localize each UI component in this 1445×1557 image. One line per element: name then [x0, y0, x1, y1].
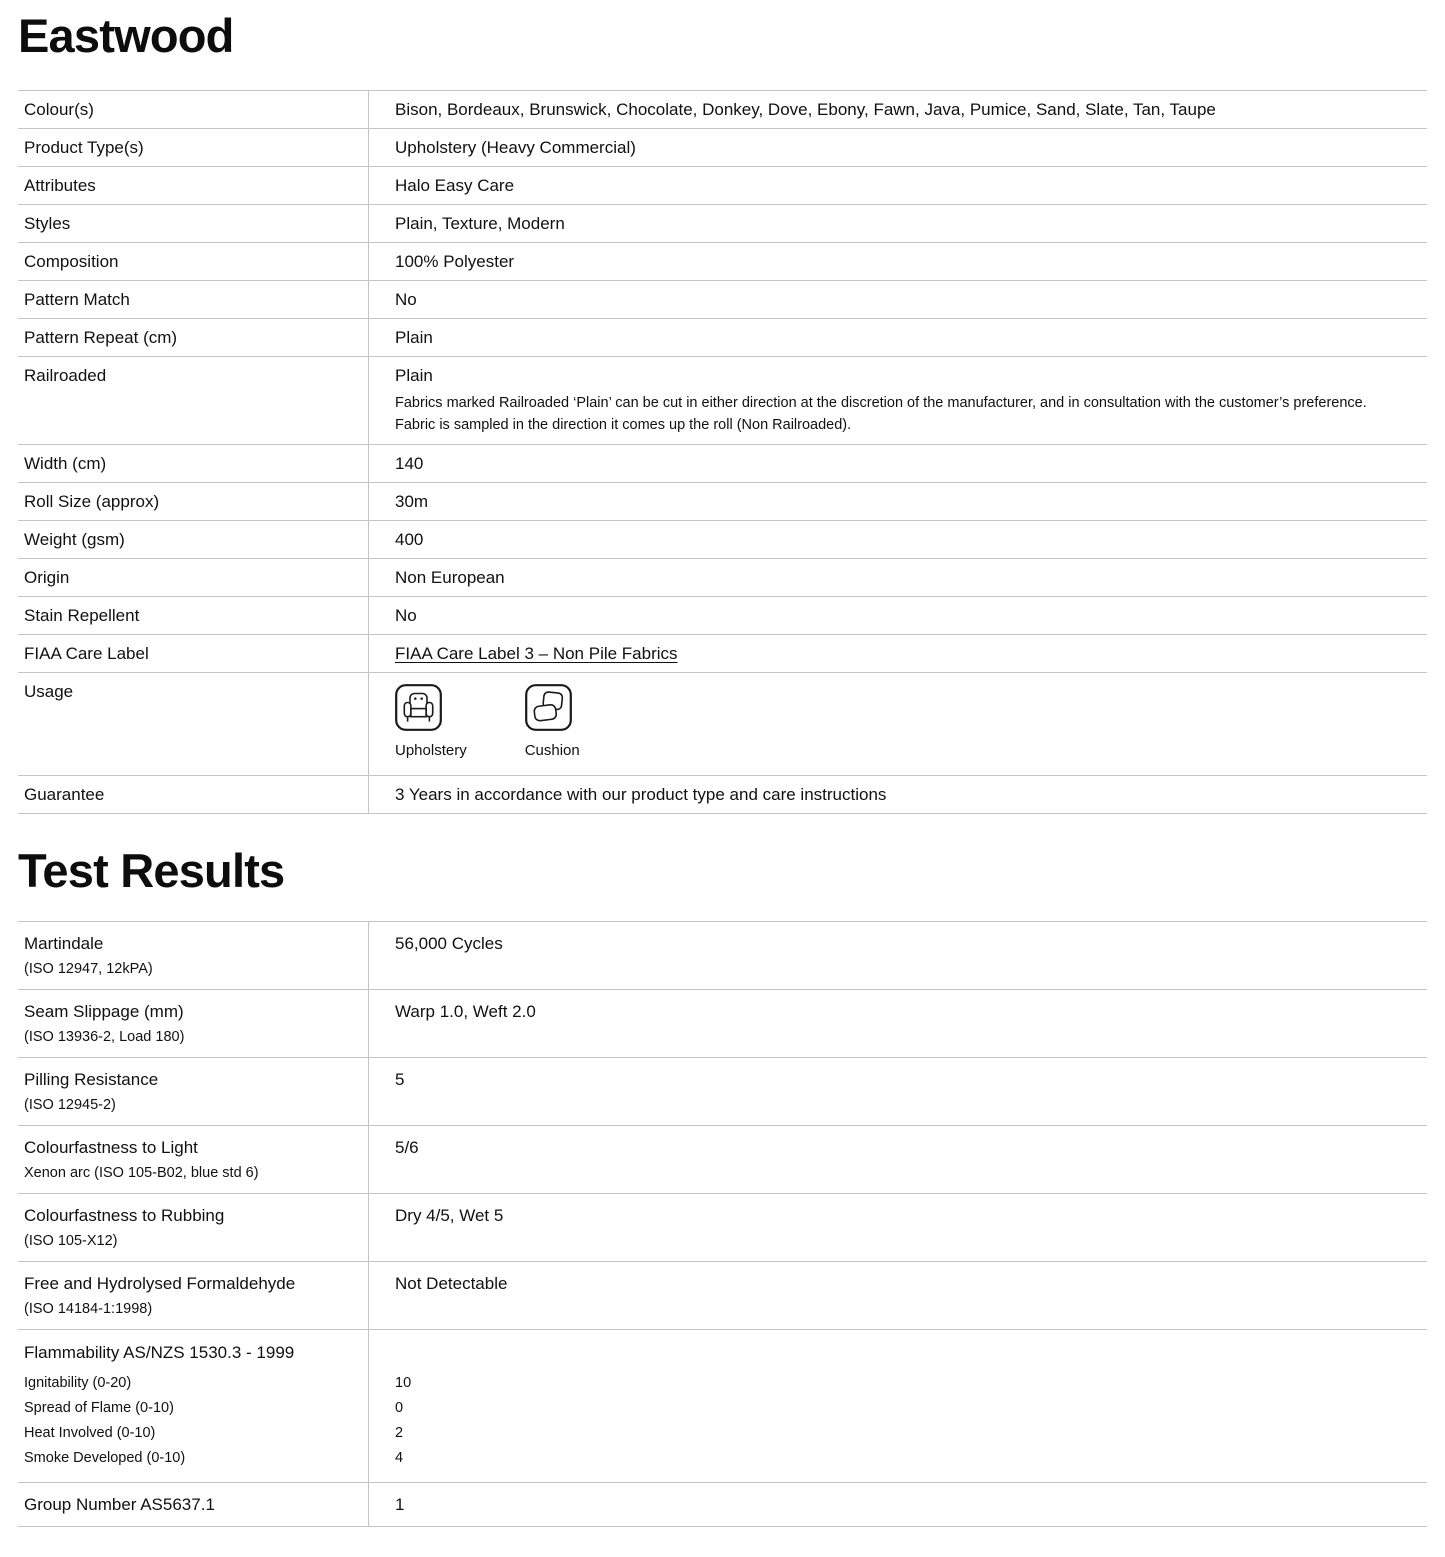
row-label: Colourfastness to Rubbing: [24, 1206, 225, 1225]
row-value: No: [369, 281, 1428, 319]
table-row-fiaa-care-label: [18, 635, 1427, 673]
row-label-cell: [18, 1126, 369, 1194]
flammability-sub-value: 10: [395, 1375, 412, 1391]
row-sub-label: (ISO 13936-2, Load 180): [24, 1029, 185, 1045]
row-label: Guarantee: [18, 776, 369, 814]
row-value: Upholstery (Heavy Commercial): [369, 129, 1428, 167]
usage-item-upholstery: [395, 684, 467, 761]
table-row: [18, 990, 1427, 1058]
test-results-title: Test Results: [18, 844, 285, 897]
row-label: Stain Repellent: [18, 597, 369, 635]
row-value: 400: [369, 521, 1428, 559]
table-row: [18, 483, 1427, 521]
row-label: Railroaded: [18, 357, 369, 445]
row-value: 1: [369, 1483, 1428, 1527]
row-value: 30m: [369, 483, 1428, 521]
table-row: [18, 129, 1427, 167]
table-row: [18, 559, 1427, 597]
flammability-sub-value: 4: [395, 1450, 404, 1466]
table-row: [18, 319, 1427, 357]
row-value: 140: [369, 445, 1428, 483]
row-label: Width (cm): [18, 445, 369, 483]
row-label: Group Number AS5637.1: [18, 1483, 369, 1527]
row-label: Product Type(s): [18, 129, 369, 167]
usage-item-cushion: [525, 684, 580, 761]
row-label-cell: [18, 990, 369, 1058]
table-row: [18, 1262, 1427, 1330]
table-row: [18, 521, 1427, 559]
flammability-sub-labels: [24, 1371, 358, 1471]
row-sub-label: (ISO 12947, 12kPA): [24, 961, 153, 977]
usage-item-label: Cushion: [524, 742, 580, 759]
table-row: [18, 1126, 1427, 1194]
row-value: Plain, Texture, Modern: [369, 205, 1428, 243]
row-label-cell: [18, 922, 369, 990]
table-row-usage: [18, 673, 1427, 776]
page-title: Eastwood: [18, 9, 234, 62]
flammability-sub-label: Ignitability (0-20): [24, 1375, 132, 1391]
table-row: [18, 243, 1427, 281]
table-row: [18, 1194, 1427, 1262]
row-value: Warp 1.0, Weft 2.0: [369, 990, 1428, 1058]
row-value: 5/6: [369, 1126, 1428, 1194]
row-label: Pattern Repeat (cm): [18, 319, 369, 357]
table-row: [18, 1058, 1427, 1126]
product-details-table: [18, 90, 1427, 814]
row-label: Flammability AS/NZS 1530.3 - 1999: [24, 1343, 295, 1362]
row-label: Styles: [18, 205, 369, 243]
row-value: 5: [369, 1058, 1428, 1126]
flammability-sub-value: 0: [395, 1400, 404, 1416]
railroaded-note: Fabrics marked Railroaded ‘Plain’ can be cut in either direction at the discretion of the manufacturer, and in consultation with the customer’s preference. Fabric is sampled in the direction it comes up the roll (Non Railroaded).: [395, 395, 1367, 433]
row-label: Usage: [18, 673, 369, 776]
row-label: FIAA Care Label: [18, 635, 369, 673]
row-label-cell: [18, 1194, 369, 1262]
row-label: Attributes: [18, 167, 369, 205]
row-label: Weight (gsm): [18, 521, 369, 559]
test-results-table: [18, 921, 1427, 1527]
table-row: [18, 597, 1427, 635]
railroaded-value: Plain: [395, 366, 433, 385]
row-sub-label: (ISO 12945-2): [24, 1097, 116, 1113]
table-row: [18, 281, 1427, 319]
row-value: Dry 4/5, Wet 5: [369, 1194, 1428, 1262]
row-sub-label: (ISO 14184-1:1998): [24, 1301, 153, 1317]
flammability-label-cell: [18, 1330, 369, 1483]
row-value: 100% Polyester: [369, 243, 1428, 281]
table-row: [18, 922, 1427, 990]
row-label: Colour(s): [18, 91, 369, 129]
row-value: Bison, Bordeaux, Brunswick, Chocolate, Donkey, Dove, Ebony, Fawn, Java, Pumice, Sand, Slate, Tan, Taupe: [369, 91, 1428, 129]
table-row: [18, 445, 1427, 483]
row-label: Pilling Resistance: [24, 1070, 159, 1089]
flammability-value-cell: [369, 1330, 1428, 1483]
row-label: Roll Size (approx): [18, 483, 369, 521]
table-row-railroaded: [18, 357, 1427, 445]
row-value: 56,000 Cycles: [369, 922, 1428, 990]
row-label: Colourfastness to Light: [24, 1138, 198, 1157]
row-label-cell: [18, 1058, 369, 1126]
row-value: [369, 635, 1428, 673]
usage-items: [395, 682, 1415, 767]
flammability-spacer: [395, 1342, 1415, 1371]
usage-item-label: Upholstery: [395, 742, 467, 759]
flammability-sub-label: Heat Involved (0-10): [24, 1425, 156, 1441]
table-row: [18, 91, 1427, 129]
row-label: Free and Hydrolysed Formaldehyde: [24, 1274, 296, 1293]
row-label-cell: [18, 1262, 369, 1330]
row-sub-label: Xenon arc (ISO 105-B02, blue std 6): [24, 1165, 259, 1181]
row-value: Non European: [369, 559, 1428, 597]
fiaa-care-label-link[interactable]: FIAA Care Label 3 – Non Pile Fabrics: [395, 644, 678, 663]
row-sub-label: (ISO 105-X12): [24, 1233, 118, 1249]
flammability-sub-label: Smoke Developed (0-10): [24, 1450, 186, 1466]
row-label: Martindale: [24, 934, 104, 953]
table-row: [18, 167, 1427, 205]
flammability-sub-value: 2: [395, 1425, 404, 1441]
table-row: [18, 205, 1427, 243]
table-row-flammability: [18, 1330, 1427, 1483]
cushion-icon: [525, 684, 572, 731]
usage-cell: [369, 673, 1428, 776]
table-row: [18, 776, 1427, 814]
row-value: Not Detectable: [369, 1262, 1428, 1330]
row-value: 3 Years in accordance with our product type and care instructions: [369, 776, 1428, 814]
table-row: [18, 1483, 1427, 1527]
row-label: Origin: [18, 559, 369, 597]
row-label: Seam Slippage (mm): [24, 1002, 184, 1021]
row-value: [369, 357, 1428, 445]
flammability-sub-label: Spread of Flame (0-10): [24, 1400, 174, 1416]
row-label: Composition: [18, 243, 369, 281]
row-label: Pattern Match: [18, 281, 369, 319]
upholstery-icon: [395, 684, 442, 731]
row-value: No: [369, 597, 1428, 635]
row-value: Halo Easy Care: [369, 167, 1428, 205]
row-value: Plain: [369, 319, 1428, 357]
